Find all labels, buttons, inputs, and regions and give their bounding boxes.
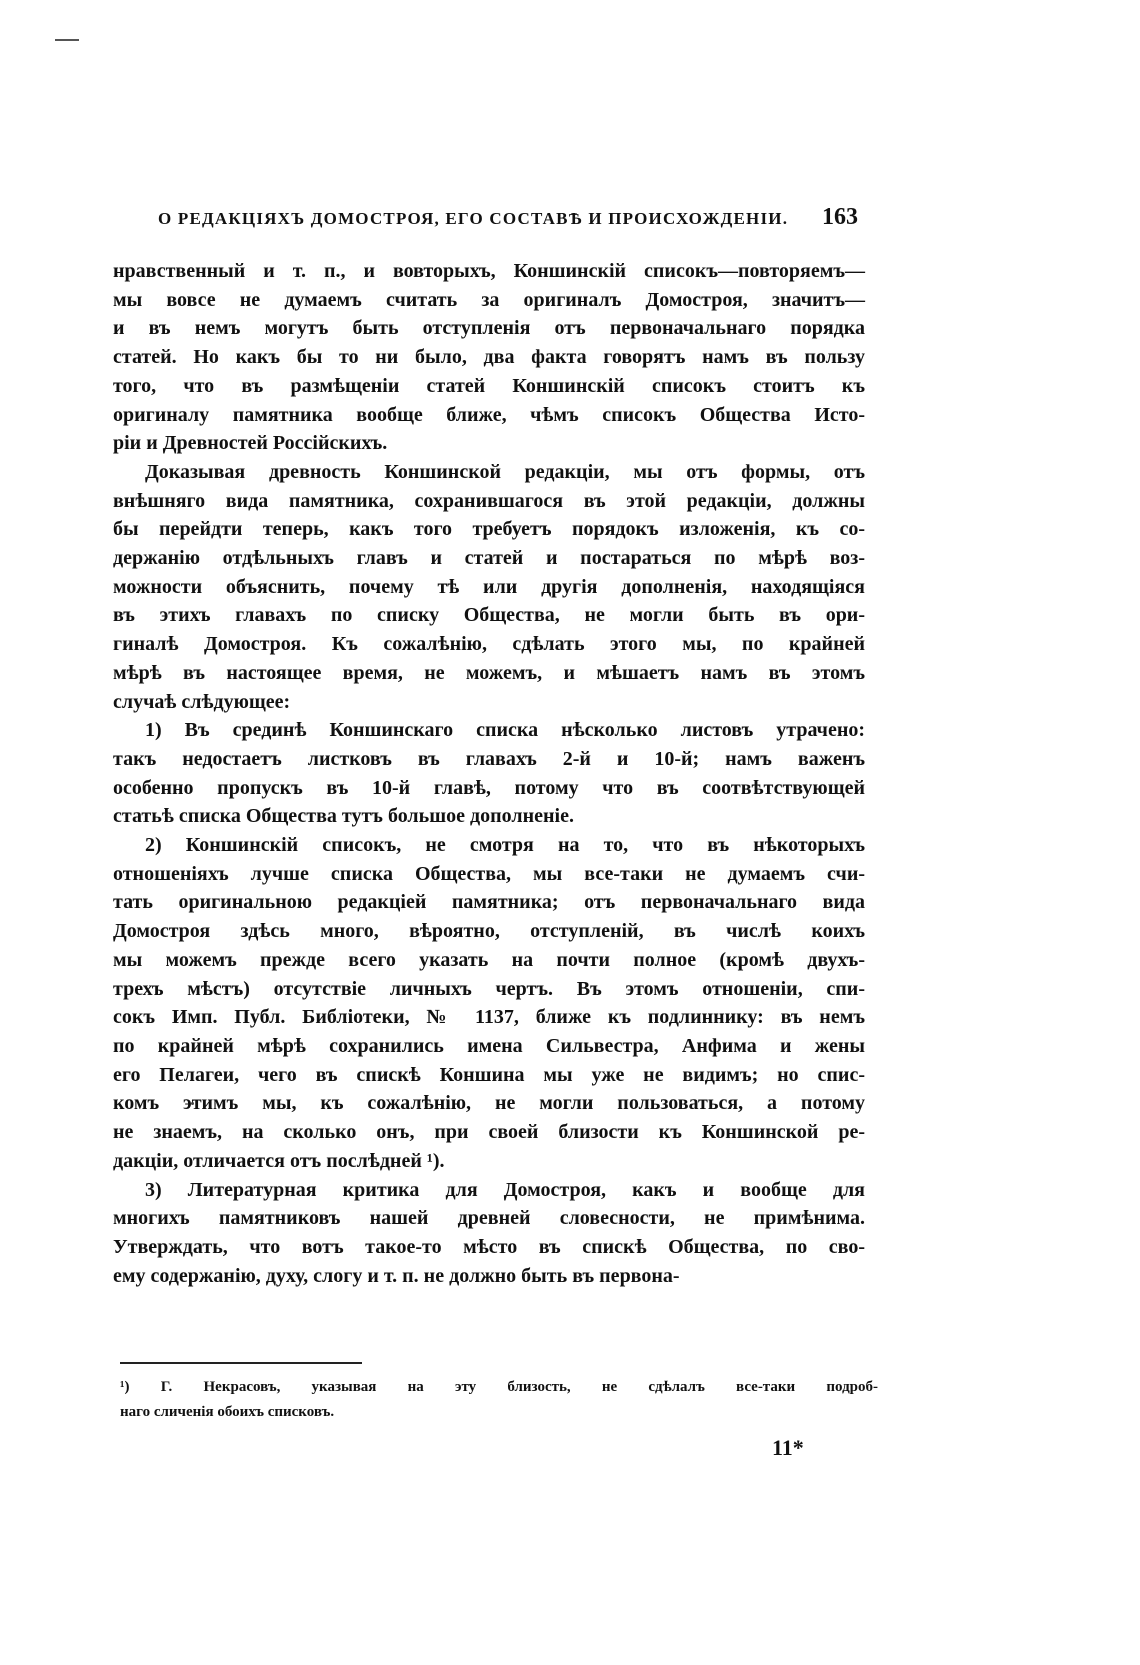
text-line: статей. Но какъ бы то ни было, два факта говорятъ намъ въ пользу bbox=[113, 346, 865, 369]
footnote-line: наго сличенія обоихъ списковъ. bbox=[120, 1404, 335, 1420]
text-line: многихъ памятниковъ нашей древней словесности, не примѣнима. bbox=[113, 1207, 865, 1230]
text-line: тать оригинальною редакціей памятника; отъ первоначальнаго вида bbox=[113, 891, 865, 914]
text-line: Домостроя здѣсь много, вѣроятно, отступленій, въ числѣ коихъ bbox=[113, 920, 865, 943]
text-line: такъ недостаетъ листковъ въ главахъ 2-й и 10-й; намъ важенъ bbox=[113, 747, 865, 770]
text-line: сокъ Имп. Публ. Библіотеки, № 1137, ближе къ подлиннику: въ немъ bbox=[113, 1006, 865, 1029]
text-line: особенно пропускъ въ 10-й главѣ, потому что въ соотвѣтствующей bbox=[113, 776, 865, 799]
text-line: держанію отдѣльныхъ главъ и статей и постараться по мѣрѣ воз- bbox=[113, 547, 865, 570]
text-line: его Пелагеи, чего въ спискѣ Коншина мы уже не видимъ; но спис- bbox=[113, 1063, 865, 1086]
text-line: внѣшняго вида памятника, сохранившагося въ этой редакціи, должны bbox=[113, 489, 865, 512]
text-line: гиналѣ Домостроя. Къ сожалѣнію, сдѣлать этого мы, по крайней bbox=[113, 633, 865, 656]
footnote-rule bbox=[120, 1362, 362, 1364]
text-line: мы вовсе не думаемъ считать за оригиналъ Домостроя, значитъ— bbox=[113, 288, 865, 311]
text-line: мѣрѣ въ настоящее время, не можемъ, и мѣшаетъ намъ въ этомъ bbox=[113, 661, 865, 684]
body-text bbox=[113, 257, 865, 1290]
text-line: не знаемъ, на сколько онъ, при своей близости къ Коншинской ре- bbox=[113, 1121, 865, 1144]
running-head bbox=[158, 204, 858, 234]
text-line: 1) Въ срединѣ Коншинскаго списка нѣсколько листовъ утрачено: bbox=[145, 719, 865, 742]
text-line: бы перейдти теперь, какъ того требуетъ порядокъ изложенія, къ со- bbox=[113, 518, 865, 541]
running-title: О РЕДАКЦІЯХЪ ДОМОСТРОЯ, ЕГО СОСТАВѢ И ПРОИСХОЖДЕНІИ. bbox=[158, 209, 789, 228]
text-line: того, что въ размѣщеніи статей Коншинскій списокъ стоитъ къ bbox=[113, 374, 865, 397]
text-line: можности объяснить, почему тѣ или другія дополненія, находящіяся bbox=[113, 575, 865, 598]
text-line: ріи и Древностей Россійскихъ. bbox=[113, 432, 388, 455]
text-line: оригиналу памятника вообще ближе, чѣмъ списокъ Общества Исто- bbox=[113, 403, 865, 426]
footnote-line: ¹) Г. Некрасовъ, указывая на эту близость, не сдѣлалъ все-таки подроб- bbox=[120, 1379, 878, 1395]
text-line: въ этихъ главахъ по списку Общества, не могли быть въ ори- bbox=[113, 604, 865, 627]
text-line: Доказывая древность Коншинской редакціи, мы отъ формы, отъ bbox=[145, 460, 865, 483]
text-line: комъ этимъ мы, къ сожалѣнію, не могли пользоваться, а потому bbox=[113, 1092, 865, 1115]
text-line: по крайней мѣрѣ сохранились имена Сильвестра, Анфима и жены bbox=[113, 1034, 865, 1057]
text-line: статьѣ списка Общества тутъ большое дополненіе. bbox=[113, 805, 574, 828]
text-line: дакціи, отличается отъ послѣдней ¹). bbox=[113, 1149, 445, 1172]
text-line: 3) Литературная критика для Домостроя, какъ и вообще для bbox=[145, 1178, 865, 1201]
footnote bbox=[120, 1375, 878, 1425]
text-line: мы можемъ прежде всего указать на почти полное (кромѣ двухъ- bbox=[113, 948, 865, 971]
text-line: случаѣ слѣдующее: bbox=[113, 690, 291, 713]
text-line: нравственный и т. п., и вовторыхъ, Коншинскій списокъ—повторяемъ— bbox=[113, 260, 865, 282]
text-line: 2) Коншинскій списокъ, не смотря на то, что въ нѣкоторыхъ bbox=[145, 834, 865, 857]
text-line: и въ немъ могутъ быть отступленія отъ первоначальнаго порядка bbox=[113, 317, 865, 340]
text-line: отношеніяхъ лучше списка Общества, мы все-таки не думаемъ счи- bbox=[113, 862, 865, 885]
text-line: трехъ мѣстъ) отсутствіе личныхъ чертъ. Въ этомъ отношеніи, спи- bbox=[113, 977, 865, 1000]
text-line: ему содержанію, духу, слогу и т. п. не должно быть въ первона- bbox=[113, 1264, 680, 1287]
signature-mark: 11* bbox=[772, 1435, 804, 1460]
scan-edge-mark bbox=[55, 39, 79, 41]
page-number: 163 bbox=[822, 204, 858, 230]
text-line: Утверждать, что вотъ такое-то мѣсто въ спискѣ Общества, по сво- bbox=[113, 1235, 865, 1258]
